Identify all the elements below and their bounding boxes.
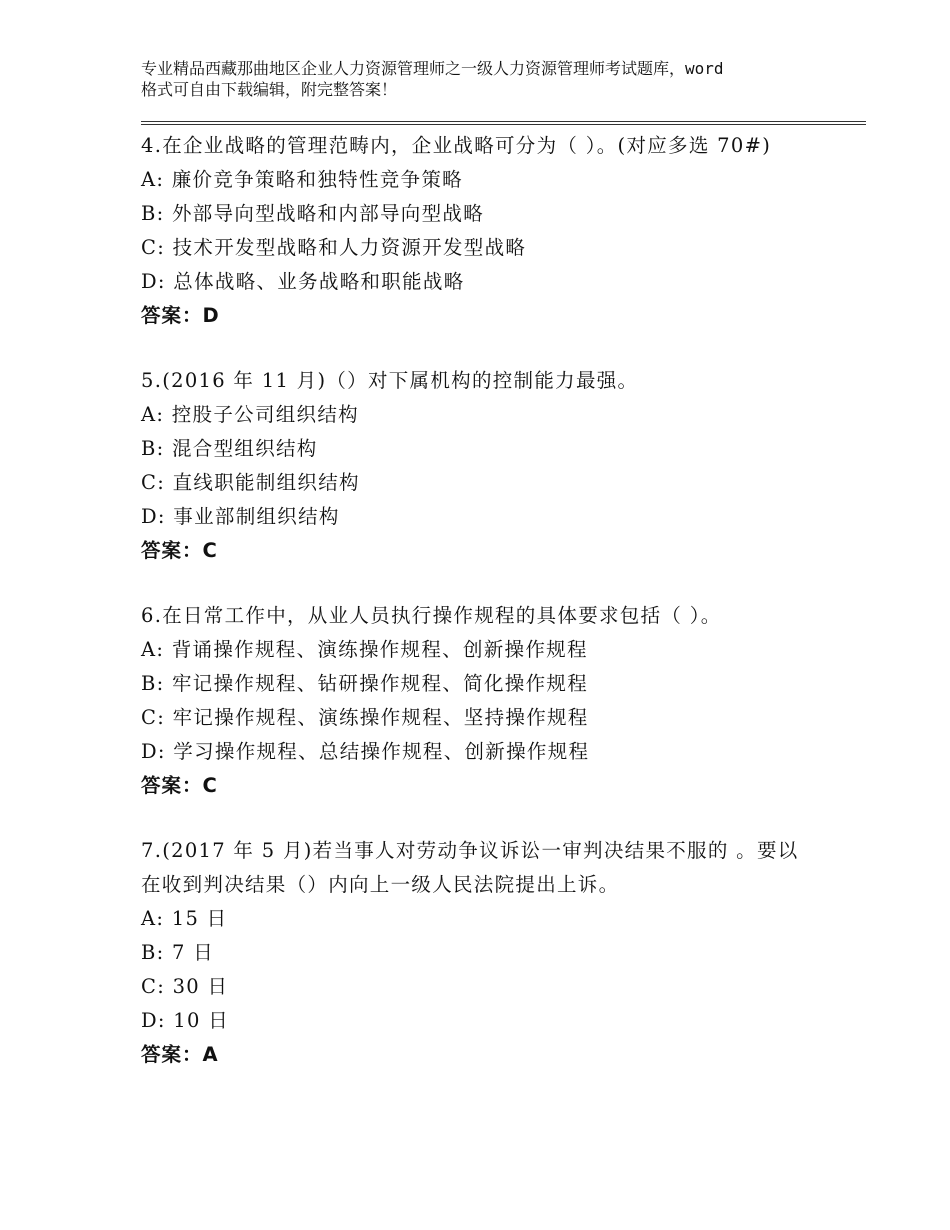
option-c: C: 牢记操作规程、演练操作规程、坚持操作规程 [141, 706, 589, 729]
answer-label: 答案：D [141, 304, 220, 327]
option-a: A: 15 日 [141, 907, 228, 930]
header-divider-bottom [141, 124, 866, 125]
question-stem: 5.(2016 年 11 月)（）对下属机构的控制能力最强。 [141, 369, 639, 392]
question-list [141, 129, 831, 1103]
answer-label: 答案：A [141, 1043, 219, 1066]
question-5 [141, 364, 831, 568]
option-a: A: 廉价竞争策略和独特性竞争策略 [141, 168, 463, 191]
option-a: A: 控股子公司组织结构 [141, 403, 359, 426]
question-4 [141, 129, 831, 333]
option-d: D: 总体战略、业务战略和职能战略 [141, 270, 465, 293]
question-stem-line-2: 在收到判决结果（）内向上一级人民法院提出上诉。 [141, 873, 620, 896]
option-d: D: 事业部制组织结构 [141, 505, 340, 528]
question-stem-line-1: 7.(2017 年 5 月)若当事人对劳动争议诉讼一审判决结果不服的 。要以 [141, 839, 799, 862]
header-line-2: 格式可自由下载编辑，附完整答案！ [141, 80, 398, 99]
header-divider-top [141, 121, 866, 122]
question-stem: 6.在日常工作中，从业人员执行操作规程的具体要求包括（ ）。 [141, 604, 722, 627]
header-line-1: 专业精品西藏那曲地区企业人力资源管理师之一级人力资源管理师考试题库，word [141, 59, 724, 78]
option-a: A: 背诵操作规程、演练操作规程、创新操作规程 [141, 638, 588, 661]
answer-label: 答案：C [141, 774, 218, 797]
option-c: C: 技术开发型战略和人力资源开发型战略 [141, 236, 527, 259]
question-stem: 4.在企业战略的管理范畴内，企业战略可分为（ ）。(对应多选 70#) [141, 134, 772, 157]
option-d: D: 10 日 [141, 1009, 230, 1032]
option-b: B: 7 日 [141, 941, 215, 964]
option-c: C: 直线职能制组织结构 [141, 471, 360, 494]
document-header [141, 58, 841, 100]
option-b: B: 外部导向型战略和内部导向型战略 [141, 202, 484, 225]
option-b: B: 牢记操作规程、钻研操作规程、简化操作规程 [141, 672, 588, 695]
option-c: C: 30 日 [141, 975, 229, 998]
answer-label: 答案：C [141, 539, 218, 562]
question-6 [141, 599, 831, 803]
option-d: D: 学习操作规程、总结操作规程、创新操作规程 [141, 740, 590, 763]
question-7 [141, 834, 831, 1072]
option-b: B: 混合型组织结构 [141, 437, 318, 460]
